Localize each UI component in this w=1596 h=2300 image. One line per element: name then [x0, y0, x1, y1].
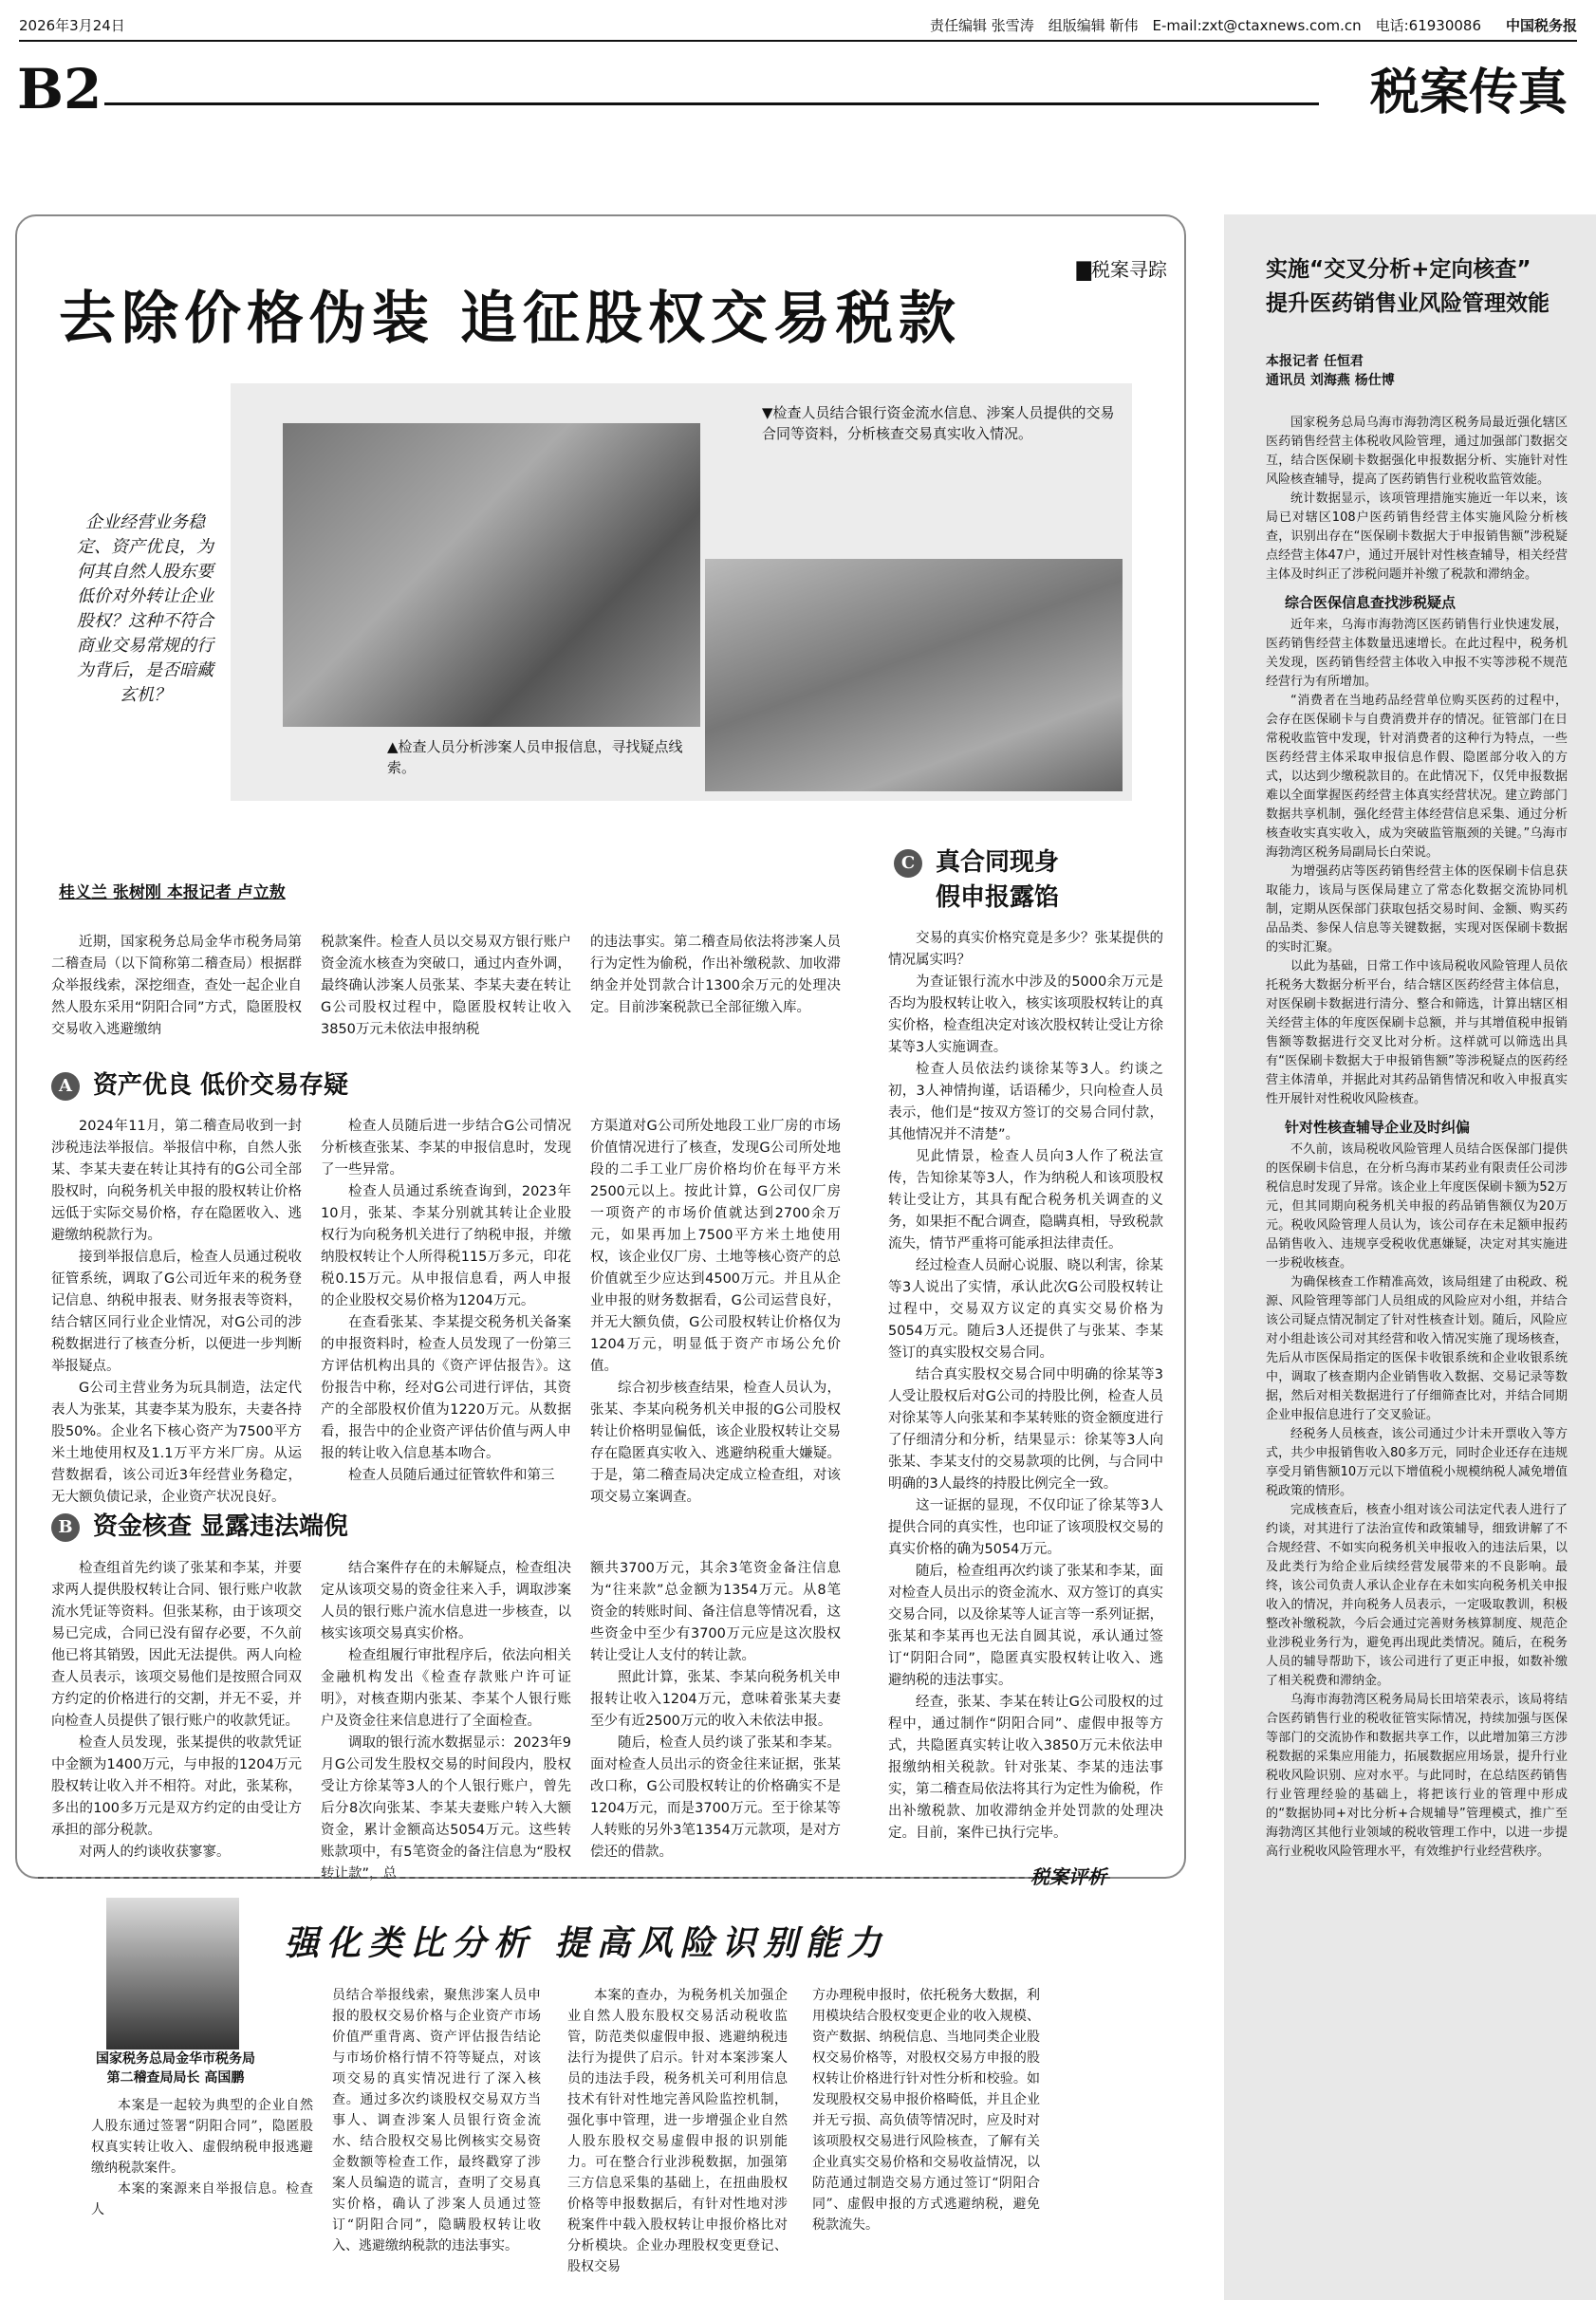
section-a-badge: A — [51, 1072, 80, 1101]
section-b-badge: B — [51, 1513, 80, 1542]
photo-caption-right: ▼检查人员结合银行资金流水信息、涉案人员提供的交易合同等资料，分析核查交易真实收入情况。 — [762, 404, 1115, 442]
section-c-heading: C 真合同现身 假申报露馅 — [894, 843, 1059, 913]
commentary-col-0: 本案是一起较为典型的企业自然人股东通过签署“阴阳合同”，隐匿股权真实转让收入、虚假纳税申报逃避缴纳税款案件。 本案的案源来自举报信息。检查人 — [91, 2098, 313, 2217]
section-rule — [104, 102, 1319, 105]
main-article-panel — [15, 214, 1186, 1882]
commentary-col-1: 员结合举报线索，聚焦涉案人员申报的股权交易价格与企业资产市场价值严重背离、资产评估报告结论与市场价格行情不符等疑点，对该项交易的真实情况进行了深入核查。通过多次约谈股权交易双方当事人、调查涉案人员银行资金流水、结合股权交易比例核实交易资金数额等检查工作，最终戳穿了涉案人员编造的谎言，查明了交易真实价格，确认了涉案人员通过签订“阴阳合同”，隐瞒股权转让收入、逃避缴纳税款的违法事实。 — [332, 1988, 541, 2254]
page-number: B2 — [17, 57, 102, 121]
sidebar-article — [1224, 214, 1596, 2300]
byline: 桂义兰 张树刚 本报记者 卢立敖 — [59, 883, 286, 902]
photo-caption-left: ▲检查人员分析涉案人员申报信息，寻找疑点线索。 — [387, 738, 683, 776]
pull-quote: 企业经营业务稳定、资产优良，为何其自然人股东要低价对外转让企业股权？这种不符合商业交易常规的行为背后，是否暗藏玄机？ — [77, 512, 213, 705]
sidebar-body: 国家税务总局乌海市海勃湾区税务局最近强化辖区医药销售经营主体税收风险管理，通过加强部门数据交互，结合医保刷卡数据强化申报数据分析、实施针对性风险核查辅导，提高了医药销售行业税收监管效能。 统计数据显示，该项管理措施实施近一年以来，该局已对辖区108户医药销售经营主体实施风险分析核查，识别出存在“医保刷卡数据大于申报销售额”涉税疑点经营主体47户，通过开展针对性核查辅导，相关经营主体及时纠正了涉税问题并补缴了税款和滞纳金。 综合医保信息查找涉税疑点 近年来，乌海市海勃湾区医药销售行业快速发展，医药销售经营主体数量迅速增长。在此过程中，税务机关发现，医药销售经营主体收入申报不实等涉税不规范经营行为有所增加。 “消费者在当地药品经营单位购买医药的过程中，会存在医保刷卡与自费消费并存的情况。征管部门在日常税收监管中发现，针对消费者的这种行为特点，一些医药经营主体采取申报信息作假、隐匿部分收入的方式，以达到少缴税款目的。在此情况下，仅凭申报数据难以全面掌握医药经营主体真实经营状况。建立跨部门数据共享机制，强化经营主体经营信息采集、通过分析核查收实真实收入，成为突破监管瓶颈的关键。”乌海市海勃湾区税务局副局长白荣说。 为增强药店等医药销售经营主体的医保刷卡信息获取能力，该局与医保局建立了常态化数据交流协同机制，定期从医保部门获取包括交易时间、金额、购买药品品类、参保人信息等关键数据，实现对医保刷卡数据的实时汇聚。 以此为基础，日常工作中该局税收风险管理人员依托税务大数据分析平台，结合辖区医药经营主体信息，对医保刷卡数据进行清分、整合和筛选，计算出辖区相关经营主体的年度医保刷卡总额，并与其增值税申报销售额等数据进行交叉比对分析。这样就可以筛选出具有“医保刷卡数据大于申报销售额”等涉税疑点的医药经营主体清单，并据此对其药品销售情况和收入申报真实性开展针对性税收风险核查。 针对性核查辅导企业及时纠偏 不久前，该局税收风险管理人员结合医保部门提供的医保刷卡信息，在分析乌海市某药业有限责任公司涉税信息时发现了异常。该企业上年度医保刷卡额为52万元，但其同期向税务机关申报的药品销售额仅为20万元。税收风险管理人员认为，该公司存在未足额申报药品销售收入、违规享受税收优惠嫌疑，决定对其实施进一步税收核查。 为确保核查工作精准高效，该局组建了由税政、税源、风险管理等部门人员组成的风险应对小组，并结合该公司疑点情况制定了针对性核查计划。随后，风险应对小组赴该公司对其经营和收入情况实施了现场核查，先后从市医保局指定的医保卡收银系统和企业收银系统中，调取了核查期内企业销售收入数据、交易记录等数据，然后对相关数据进行了仔细筛查比对，并结合同期企业申报信息进行了交叉验证。 经税务人员核查，该公司通过少计未开票收入等方式，共少申报销售收入80多万元，同时企业还存在违规享受月销售额10万元以下增值税小规模纳税人减免增值税政策的情形。 完成核查后，核查小组对该公司法定代表人进行了约谈，对其进行了法治宣传和政策辅导，细致讲解了不合规经营、不如实向税务机关申报收入的违法后果，以及此类行为给企业后续经营发展带来的不良影响。最终，该公司负责人承认企业存在未如实向税务机关申报收入的情况，并向税务人员表示，一定吸取教训，积极整改补缴税款，今后会通过完善财务核算制度、规范企业涉税业务行为，避免再出现此类情况。随后，在税务人员的辅导帮助下，该公司进行了更正申报，如数补缴了相关税费和滞纳金。 乌海市海勃湾区税务局局长田培荣表示，该局将结合医药销售行业的税收征管实际情况，持续加强与医保等部门的交流协作和数据共享工作，以此增加第三方涉税数据的采集应用能力，拓展数据应用场景，提升行业税收风险识别、应对水平。与此同时，在总结医药销售行业管理经验的基础上，将把该行业的管理中形成的“数据协同+对比分析+合规辅导”管理模式，推广至海勃湾区其他行业领域的税收管理工作中，以进一步提高行业税收风险管理水平，有效维护行业经营秩序。 — [1266, 416, 1568, 1859]
sidebar-subheading-2: 针对性核查辅导企业及时纠偏 — [1285, 1119, 1471, 1136]
commentary-col-2: 本案的查办，为税务机关加强企业自然人股东股权交易活动税收监管，防范类似虚假申报、逃避纳税违法行为提供了启示。针对本案涉案人员的违法手段，税务机关可利用信息技术有针对性地完善风险监控机制，强化事中管理，进一步增强企业自然人股东股权交易虚假申报的识别能力。可在整合行业涉税数据，加强第三方信息采集的基础上，在扭曲股权价格等申报数据后，有针对性地对涉税案件中载入股权转让申报价格比对分析模块。企业办理股权变更登记、股权交易 — [567, 1988, 788, 2274]
commentary-col-3: 方办理税申报时，依托税务大数据，利用模块结合股权变更企业的收入规模、资产数据、纳税信息、当地同类企业股权交易价格等，对股权交易方申报的股权转让价格进行针对性分析和校验。如发现股权交易申报价格畸低，并且企业并无亏损、高负债等情况时，应及时对该项股权交易进行风险核查，了解有关企业真实交易价格和交易收益情况，以防范通过制造交易方通过签订“阴阳合同”、虚假申报的方式逃避纳税，避免税款流失。 — [812, 1988, 1040, 2233]
photo-officers-at-computer — [283, 423, 700, 727]
intro-col-1: 近期，国家税务总局金华市税务局第二稽查局（以下简称第二稽查局）根据群众举报线索，深挖细查，查处一起企业自然人股东采用“阴阳合同”方式，隐匿股权交易收入逃避缴纳 — [51, 935, 302, 1037]
section-b-col-3: 额共3700万元，其余3笔资金备注信息为“往来款”总金额为1354万元。从8笔资金的转账时间、备注信息等情况看，这些资金中至少有3700万元应是这次股权转让受让人支付的转让款。 照此计算，张某、李某向税务机关申报转让收入1204万元，意味着张某夫妻至少有近2500万元的收入未依法申报。 随后，检查人员约谈了张某和李某。面对检查人员出示的资金往来证据，张某改口称，G公司股权转让的价格确实不是1204万元，而是3700万元。至于徐某等人转账的另外3笔1354万元款项，是对方偿还的借款。 — [590, 1561, 841, 1860]
section-c-badge: C — [894, 849, 922, 878]
photo-block — [231, 383, 1132, 801]
intro-col-3: 的违法事实。第二稽查局依法将涉案人员行为定性为偷税，作出补缴税款、加收滞纳金并处罚款合计1300余万元的处理决定。目前涉案税款已全部征缴入库。 — [590, 935, 841, 1015]
column-tag: ▇税案寻踪 — [1077, 254, 1167, 282]
photo-team-reviewing-documents — [705, 559, 1123, 791]
section-a-col-2: 检查人员随后进一步结合G公司情况分析核查张某、李某的申报信息时，发现了一些异常。 检查人员通过系统查询到，2023年10月，张某、李某分别就其转让企业股权行为向税务机关进行了纳税申报，并缴纳股权转让个人所得税115万多元，印花税0.15万元。从申报信息看，两人申报的企业股权交易价格为1204万元。 在查看张某、李某提交税务机关备案的申报资料时，检查人员发现了一份第三方评估机构出具的《资产评估报告》。这份报告中称，经对G公司进行评估，其资产的全部股权价值为1220万元。从数据看，报告中的企业资产评估价值与两人申报的转让收入信息基本吻合。 检查人员随后通过征管软件和第三 — [321, 1119, 571, 1483]
section-b-col-1: 检查组首先约谈了张某和李某，并要求两人提供股权转让合同、银行账户收款流水凭证等资料。但张某称，由于该项交易已完成，合同已没有留存必要，不久前他已将其销毁，因此无法提供。两人向检查人员表示，该项交易他们是按照合同双方约定的价格进行的交割，并无不妥，并向检查人员提供了银行账户的收款凭证。 检查人员发现，张某提供的收款凭证中金额为1400万元，与申报的1204万元股权转让收入并不相符。对此，张某称，多出的100多万元是双方约定的由受让方承担的部分税款。 对两人的约谈收获寥寥。 — [51, 1561, 302, 1860]
sidebar-byline: 本报记者 任恒君 通讯员 刘海燕 杨仕博 — [1266, 354, 1395, 388]
editor-info: 责任编辑 张雪涛 组版编辑 靳伟 E-mail:zxt@ctaxnews.com.cn 电话:61930086 — [930, 17, 1481, 34]
author-caption: 国家税务总局金华市税务局第二稽查局局长 高国鹏 — [96, 2051, 255, 2086]
sidebar-subheading-1: 综合医保信息查找涉税疑点 — [1285, 594, 1457, 611]
article-title: 去除价格伪装 追征股权交易税款 — [59, 286, 961, 352]
section-title: 税案传真 — [1369, 64, 1568, 121]
commentary-title: 强化类比分析 提高风险识别能力 — [285, 1923, 889, 1963]
author-portrait — [106, 1898, 239, 2050]
commentary-divider — [38, 1877, 1110, 1879]
issue-date: 2026年3月24日 — [19, 17, 125, 34]
intro-col-2: 税款案件。检查人员以交易双方银行账户资金流水核查为突破口，通过内查外调，最终确认涉案人员张某、李某夫妻在转让G公司股权过程中，隐匿股权转让收入3850万元未依法申报纳税 — [321, 935, 571, 1037]
paper-name: 中国税务报 — [1505, 17, 1577, 34]
section-a-col-1: 2024年11月，第二稽查局收到一封涉税违法举报信。举报信中称，自然人张某、李某夫妻在转让其持有的G公司全部股权时，向税务机关申报的股权转让价格远低于实际交易价格，存在隐匿收入、逃避缴纳税款行为。 接到举报信息后，检查人员通过税收征管系统，调取了G公司近年来的税务登记信息、纳税申报表、财务报表等资料，结合辖区同行业企业情况，对G公司的涉税数据进行了核查分析，以便进一步判断举报疑点。 G公司主营业务为玩具制造，法定代表人为张某，其妻李某为股东，夫妻各持股50%。企业名下核心资产为7500平方米土地使用权及1.1万平方米厂房。从运营数据看，该公司近3年经营业务稳定，无大额负债记录，企业资产状况良好。 — [51, 1119, 302, 1505]
sidebar-title: 实施“交叉分析+定向核查” 提升医药销售业风险管理效能 — [1266, 257, 1550, 316]
section-a-heading: A 资产优良 低价交易存疑 — [51, 1066, 348, 1101]
section-c-column: 交易的真实价格究竟是多少？张某提供的情况属实吗？ 为查证银行流水中涉及的5000余万元是否均为股权转让收入，核实该项股权转让的真实价格，检查组决定对该次股权转让受让方徐某等3人实施调查。 检查人员依法约谈徐某等3人。约谈之初，3人神情拘谨，话语稀少，只向检查人员表示，他们是“按双方签订的交易合同付款，其他情况并不清楚”。 见此情景，检查人员向3人作了税法宣传，告知徐某等3人，作为纳税人和该项股权转让受让方，其具有配合税务机关调查的义务，如果拒不配合调查，隐瞒真相，导致税款流失，情节严重将可能承担法律责任。 经过检查人员耐心说服、晓以利害，徐某等3人说出了实情，承认此次G公司股权转让过程中，交易双方议定的真实交易价格为5054万元。随后3人还提供了与张某、李某签订的真实股权交易合同。 结合真实股权交易合同中明确的徐某等3人受让股权后对G公司的持股比例，检查人员对徐某等人向张某和李某转账的资金额度进行了仔细清分和分析，结果显示：徐某等3人向张某、李某支付的交易款项的比例，与合同中明确的3人最终的持股比例完全一致。 这一证据的显现，不仅印证了徐某等3人提供合同的真实性，也印证了该项股权交易的真实价格的确为5054万元。 随后，检查组再次约谈了张某和李某，面对检查人员出示的资金流水、双方签订的真实交易合同，以及徐某等人证言等一系列证据，张某和李某再也无法自圆其说，承认通过签订“阴阳合同”，隐匿真实股权转让收入、逃避纳税的违法事实。 经查，张某、李某在转让G公司股权的过程中，通过制作“阴阳合同”、虚假申报等方式，共隐匿真实转让收入3850万元未依法申报缴纳相关税款。针对张某、李某的违法事实，第二稽查局依法将其行为定性为偷税，作出补缴税款、加收滞纳金并处罚款的处理决定。目前，案件已执行完毕。 — [888, 931, 1163, 1841]
commentary-tag: 税案评析 — [1030, 1865, 1106, 1888]
section-b-col-2: 结合案件存在的未解疑点，检查组决定从该项交易的资金往来入手，调取涉案人员的银行账户流水信息进一步核查，以核实该项交易真实价格。 检查组履行审批程序后，依法向相关金融机构发出《检查存款账户许可证明》，对核查期内张某、李某个人银行账户及资金往来信息进行了全面检查。 调取的银行流水数据显示：2023年9月G公司发生股权交易的时间段内，股权受让方徐某等3人的个人银行账户，曾先后分8次向张某、李某夫妻账户转入大额资金，累计金额高达5054万元。这些转账款项中，有5笔资金的备注信息为“股权转让款”，总 — [321, 1561, 571, 1882]
section-b-heading: B 资金核查 显露违法端倪 — [51, 1507, 348, 1542]
section-a-col-3: 方渠道对G公司所处地段工业厂房的市场价值情况进行了核查，发现G公司所处地段的二手工业厂房价格均价在每平方米2500元以上。按此计算，G公司仅厂房一项资产的市场价值就达到2700余万元，如果再加上7500平方米土地使用权，该企业仅厂房、土地等核心资产的总价值就至少应达到4500万元。并且从企业申报的财务数据看，G公司运营良好，并无大额负债，G公司股权转让价格仅为1204万元，明显低于资产市场公允价值。 综合初步核查结果，检查人员认为，张某、李某向税务机关申报的G公司股权转让价格明显偏低，该企业股权转让交易存在隐匿真实收入、逃避纳税重大嫌疑。于是，第二稽查局决定成立检查组，对该项交易立案调查。 — [590, 1119, 841, 1505]
masthead-bar — [19, 8, 1577, 42]
